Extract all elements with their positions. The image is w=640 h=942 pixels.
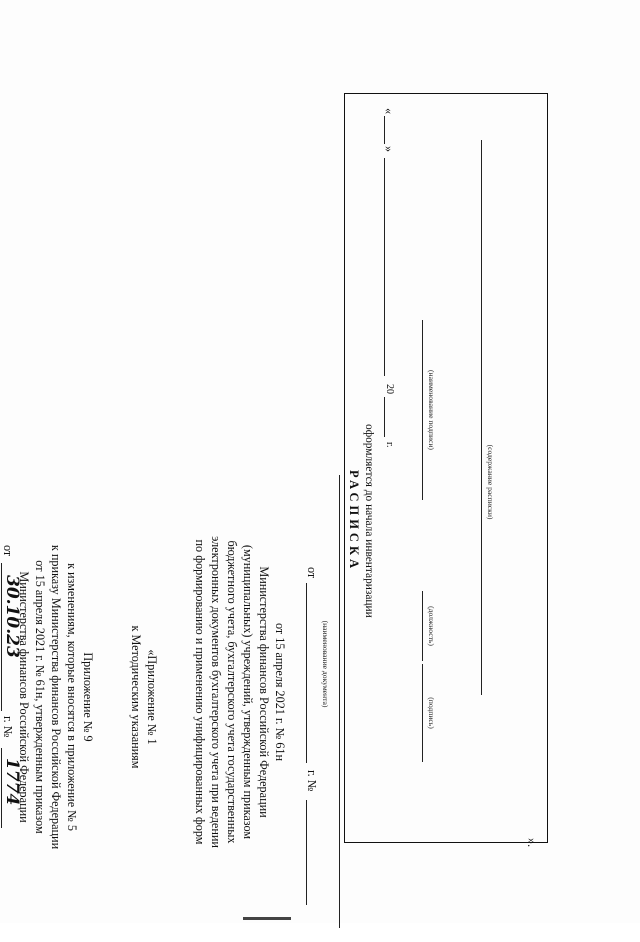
document-number-label: г. № (305, 770, 319, 792)
document-number-line (306, 800, 307, 905)
appendix-9-title: Приложение № 9 (81, 652, 95, 742)
appendix-1-title: «Приложение № 1 (145, 649, 159, 745)
signer-caption: (наименование подписи) (427, 370, 436, 450)
year-prefix: 20 (384, 384, 395, 394)
subheader-line-4: бюджетного учета, бухгалтерского учета государственных (225, 540, 239, 844)
closing-quote: ». (525, 838, 539, 848)
subheader-line-5: (муниципальных) учреждений, утвержденным приказом (241, 544, 255, 840)
date-open-quote: « (382, 108, 396, 115)
subheader-line-2: по формированию и применению унифицированных форм (193, 539, 207, 845)
top-rule (339, 475, 340, 928)
header-line-4: Министерства финансов Российской Федерации (17, 571, 31, 823)
order-date-from-label: от (1, 545, 15, 557)
receipt-form-frame (344, 93, 548, 843)
date-close-quote: » (382, 146, 396, 153)
year-line (384, 397, 385, 437)
date-month-line (384, 158, 385, 376)
signature-line (422, 664, 423, 762)
order-date-handwritten: 30.10.23 (2, 575, 22, 658)
order-number-handwritten: 1774 (2, 758, 22, 806)
header-line-1: к изменениям, которые вносятся в приложение № 5 (65, 563, 79, 831)
document-date-line (306, 583, 307, 763)
header-line-2: к приказу Министерства финансов Российской Федерации (49, 544, 63, 850)
signature-caption: (подпись) (427, 697, 436, 729)
receipt-subtitle: оформляется до начала инвентаризации (363, 424, 375, 618)
document-name-caption: (наименование документа) (321, 620, 330, 708)
position-line (422, 591, 423, 661)
signer-name-line (422, 320, 423, 500)
scan-artefact (243, 917, 291, 920)
position-caption: (должность) (427, 606, 436, 646)
year-suffix: г. (384, 442, 395, 448)
subheader-line-3: электронных документов бухгалтерского учета при ведении (209, 536, 223, 848)
subheader-line-1: к Методическим указаниям (129, 625, 143, 769)
content-caption: (содержание расписки) (486, 444, 495, 520)
receipt-title: РАСПИСКА (347, 470, 361, 573)
date-day-line (384, 116, 385, 144)
subheader-line-7: от 15 апреля 2021 г. № 61н (273, 622, 287, 762)
subheader-line-6: Министерства финансов Российской Федерации (257, 566, 271, 818)
header-line-3: от 15 апреля 2021 г. № 61н, утвержденным приказом (33, 560, 47, 834)
content-line (481, 140, 482, 695)
order-number-label: г. № (1, 716, 15, 738)
document-from-label: от (305, 567, 319, 579)
